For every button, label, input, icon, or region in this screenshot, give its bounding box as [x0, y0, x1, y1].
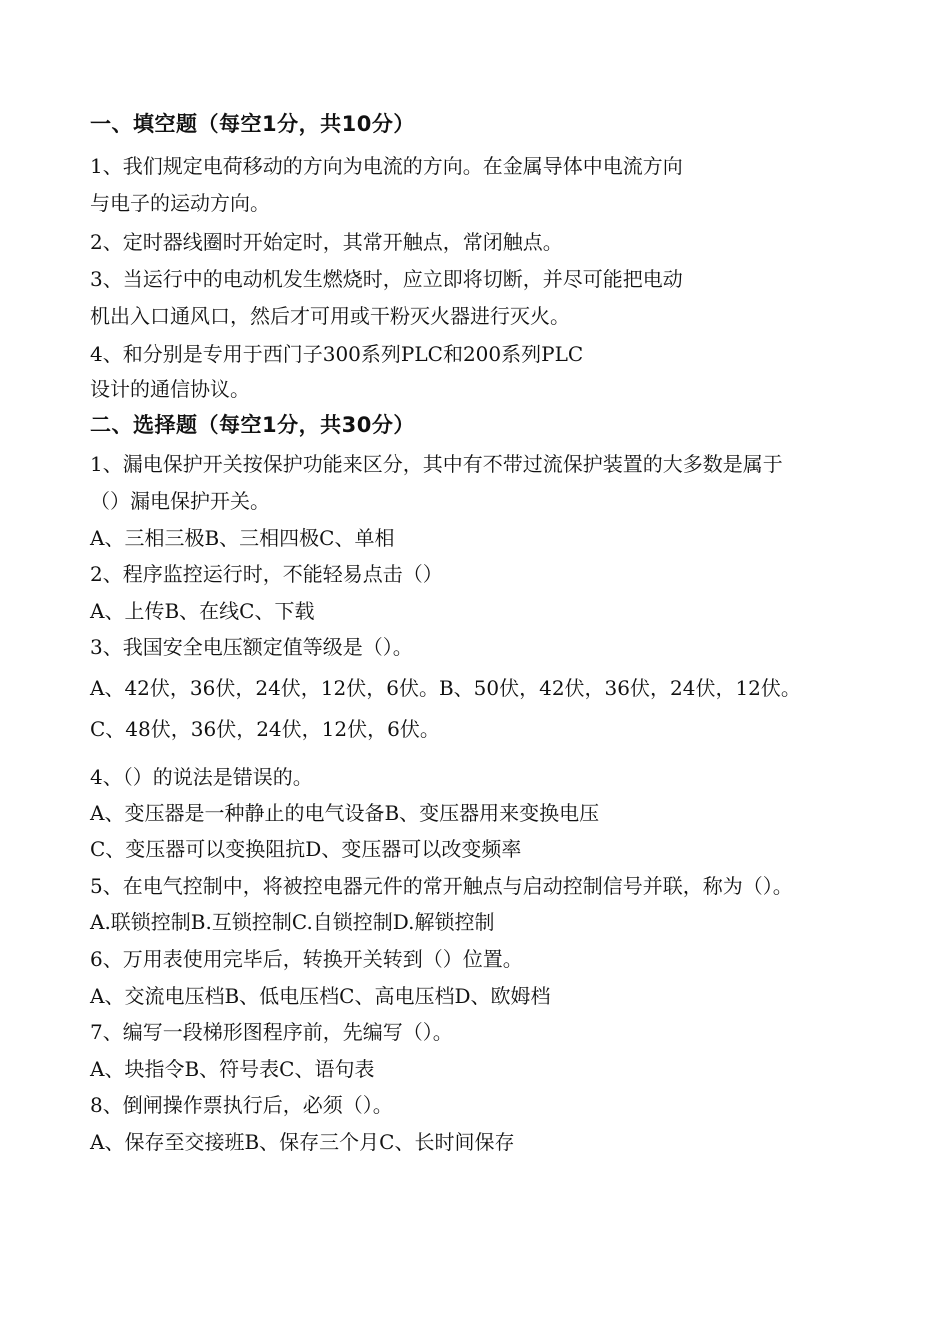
- q2-7-question: 7、编写一段梯形图程序前，先编写（）。: [90, 1020, 453, 1044]
- q2-1-options: A、三相三极B、三相四极C、单相: [90, 526, 395, 550]
- q2-3-options-2: C、48伏，36伏，24伏，12伏，6伏。: [90, 717, 440, 741]
- q2-6-options: A、交流电压档B、低电压档C、高电压档D、欧姆档: [90, 984, 551, 1008]
- q1-3-line-1: 3、当运行中的电动机发生燃烧时，应立即将切断，并尽可能把电动: [90, 267, 683, 291]
- section-2-heading: 二、选择题（每空1分，共30分）: [90, 413, 415, 437]
- q2-4-options-2: C、变压器可以变换阻抗D、变压器可以改变频率: [90, 837, 522, 861]
- q2-2-question: 2、程序监控运行时，不能轻易点击（）: [90, 562, 443, 586]
- q2-7-options: A、块指令B、符号表C、语句表: [90, 1057, 375, 1081]
- q1-1-line-1: 1、我们规定电荷移动的方向为电流的方向。在金属导体中电流方向: [90, 154, 683, 178]
- q1-3-line-2: 机出入口通风口，然后才可用或干粉灭火器进行灭火。: [90, 304, 570, 328]
- q2-1-line-2: （）漏电保护开关。: [90, 489, 270, 513]
- q2-3-options-1: A、42伏，36伏，24伏，12伏，6伏。B、50伏，42伏，36伏，24伏，12伏。: [90, 676, 801, 700]
- q1-4-line-2: 设计的通信协议。: [90, 377, 250, 401]
- q2-8-question: 8、倒闸操作票执行后，必须（）。: [90, 1093, 393, 1117]
- q2-2-options: A、上传B、在线C、下载: [90, 599, 315, 623]
- q2-1-line-1: 1、漏电保护开关按保护功能来区分，其中有不带过流保护装置的大多数是属于: [90, 452, 783, 476]
- q1-1-line-2: 与电子的运动方向。: [90, 191, 270, 215]
- section-1-heading: 一、填空题（每空1分，共10分）: [90, 112, 415, 136]
- q2-4-question: 4、（）的说法是错误的。: [90, 765, 313, 789]
- q2-3-question: 3、我国安全电压额定值等级是（）。: [90, 635, 413, 659]
- q2-6-question: 6、万用表使用完毕后，转换开关转到（）位置。: [90, 947, 523, 971]
- q2-5-question: 5、在电气控制中，将被控电器元件的常开触点与启动控制信号并联，称为（）。: [90, 874, 793, 898]
- q1-4-line-1: 4、和分别是专用于西门子300系列PLC和200系列PLC: [90, 342, 584, 366]
- q2-5-options: A.联锁控制B.互锁控制C.自锁控制D.解锁控制: [90, 910, 495, 934]
- q1-2-line: 2、定时器线圈时开始定时，其常开触点，常闭触点。: [90, 230, 563, 254]
- q2-4-options-1: A、变压器是一种静止的电气设备B、变压器用来变换电压: [90, 801, 600, 825]
- q2-8-options: A、保存至交接班B、保存三个月C、长时间保存: [90, 1130, 515, 1154]
